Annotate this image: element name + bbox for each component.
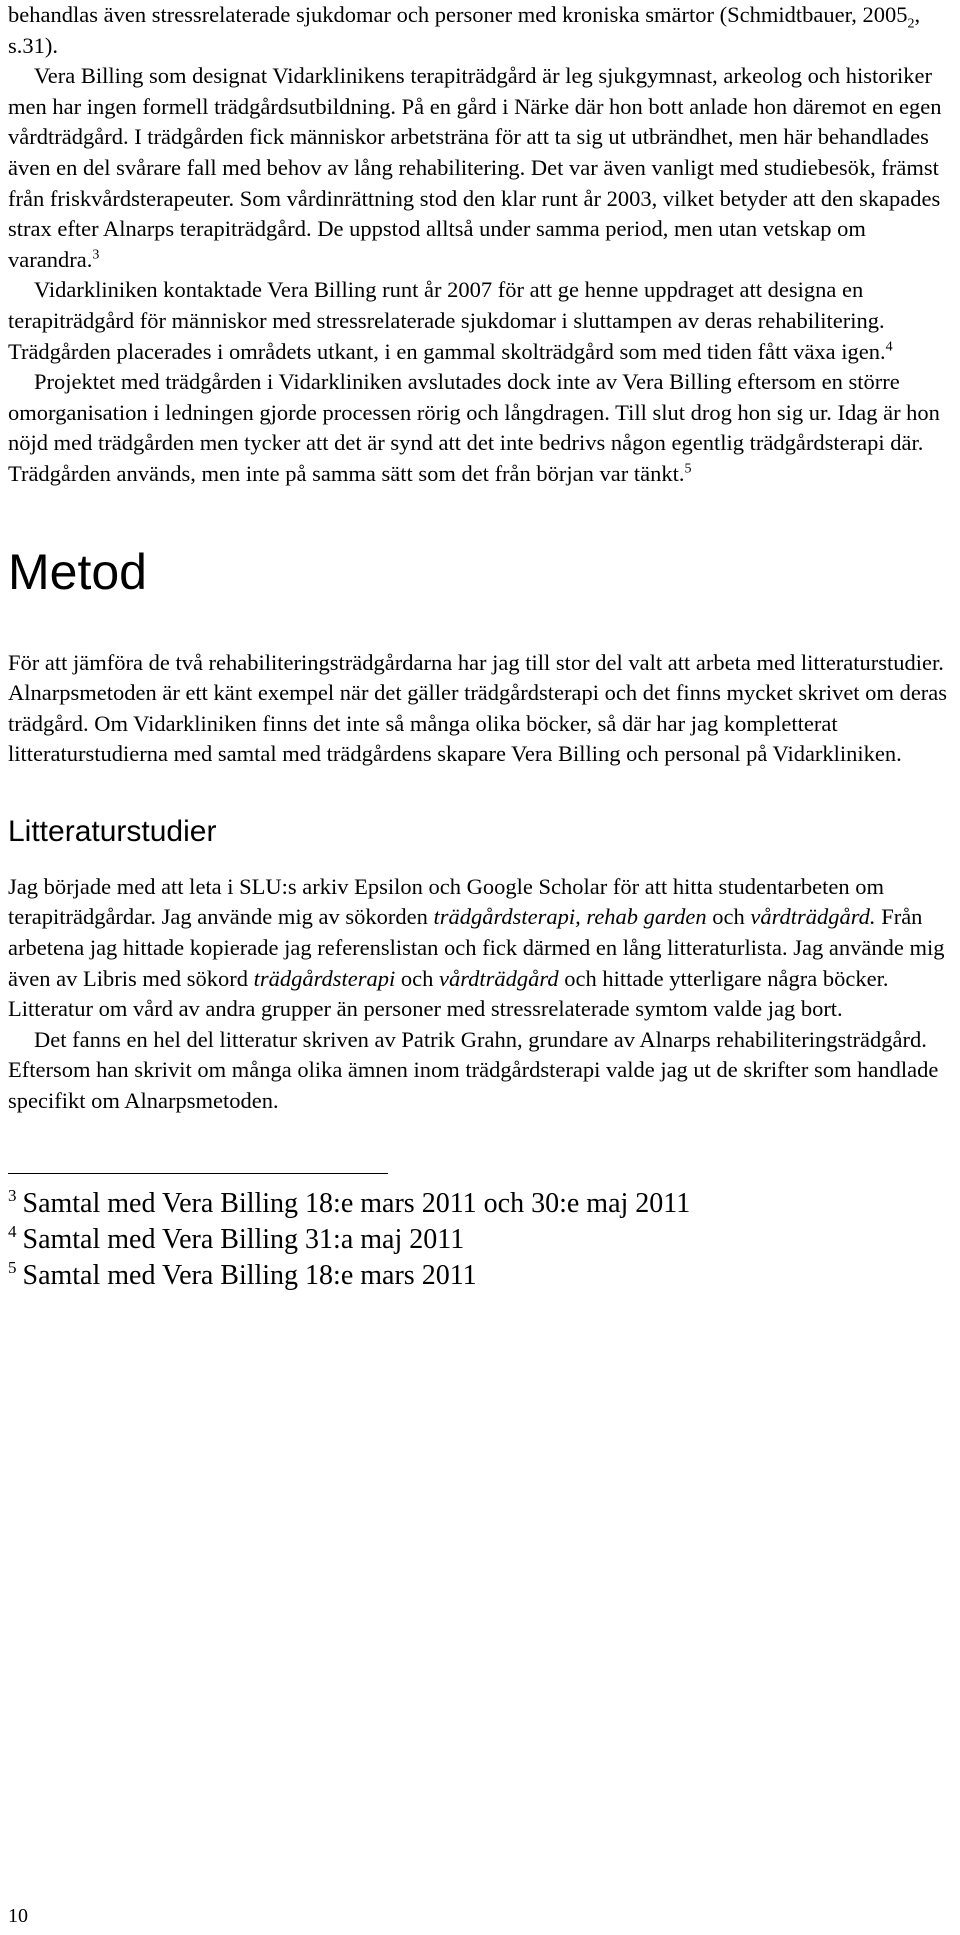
paragraph xyxy=(8,1025,952,1117)
footnote-divider xyxy=(8,1173,388,1174)
footnote-text: Samtal med Vera Billing 31:a maj 2011 xyxy=(22,1223,465,1255)
paragraph xyxy=(8,0,952,61)
page-number: 10 xyxy=(8,1905,28,1927)
paragraph xyxy=(8,872,952,1025)
footnote-reference: 3 xyxy=(92,247,100,263)
text-run: Från arbetena jag hittade kopierade jag referenslistan och fick därmed en lång litteraturlista. Jag använde mig även av Libris med sökord xyxy=(8,904,945,991)
italic-term: vårdträdgård. xyxy=(750,904,876,930)
paragraph xyxy=(8,275,952,367)
text-run: Vera Billing som designat Vidarklinikens terapiträdgård är leg sjukgymnast, arkeolog och historiker men har ingen formell trädgårdsutbildning. På en gård i Närke där hon bott anlade hon däremot en egen vårdträdgård. I trädgården fick människor arbetsträna för att ta sig ut utbrändhet, men här behandlades även en del svårare fall med behov av lång rehabilitering. Det var även vanligt med studiebesök, främst från friskvårdsterapeuter. Som vårdinrättning stod den klar runt år 2003, vilket betyder att den skapades strax efter Alnarps terapiträdgård. De uppstod alltså under samma period, men utan vetskap om varandra. xyxy=(8,63,942,272)
footnotes xyxy=(8,1186,952,1294)
italic-term: vårdträdgård xyxy=(439,965,559,991)
footnote-number: 4 xyxy=(8,1222,17,1242)
italic-term: trädgårdsterapi, rehab garden xyxy=(433,904,707,930)
subscript-text: 2 xyxy=(907,16,915,32)
litteratur-paragraphs xyxy=(8,872,952,1117)
footnote-item xyxy=(8,1186,952,1222)
paragraph xyxy=(8,367,952,489)
footnote-number: 5 xyxy=(8,1258,17,1278)
text-run: För att jämföra de två rehabiliteringsträdgårdarna har jag till stor del valt att arbeta med litteraturstudier. Alnarpsmetoden är ett känt exempel när det gäller trädgårdsterapi och det finns mycket skrivet om deras trädgård. Om Vidarkliniken finns det inte så många olika böcker, så där har jag kompletterat litteraturstudierna med samtal med trädgårdens skapare Vera Billing och personal på Vidarkliniken. xyxy=(8,649,948,767)
footnote-reference: 5 xyxy=(684,461,692,477)
text-run: Jag började med att leta i SLU:s arkiv Epsilon och Google Scholar för att hitta studentarbeten om terapiträdgårdar. Jag använde mig av sökorden xyxy=(8,873,885,930)
text-run: behandlas även stressrelaterade sjukdomar och personer med kroniska smärtor (Schmidtbauer, 2005 xyxy=(8,2,908,27)
text-run: Vidarkliniken kontaktade Vera Billing runt år 2007 för att ge henne uppdraget att designa en terapiträdgård för människor med stressrelaterade sjukdomar i sluttampen av deras rehabilitering. Trädgården placerades i områdets utkant, i en gammal skolträdgård som med tiden fått växa igen. xyxy=(8,277,886,364)
intro-paragraphs xyxy=(8,0,952,490)
text-run: , s.31). xyxy=(8,2,921,58)
text-run: och hittade ytterligare några böcker. Litteratur om vård av andra grupper än personer med stressrelaterade symtom valde jag bort. xyxy=(8,965,889,1022)
footnote-text: Samtal med Vera Billing 18:e mars 2011 och 30:e maj 2011 xyxy=(22,1187,691,1219)
text-run: och xyxy=(395,965,440,991)
footnote-reference: 4 xyxy=(885,339,893,355)
heading-metod: Metod xyxy=(8,543,147,600)
document-page xyxy=(8,0,952,1294)
footnote-item xyxy=(8,1222,952,1258)
text-run: Det fanns en hel del litteratur skriven av Patrik Grahn, grundare av Alnarps rehabiliteringsträdgård. Eftersom han skrivit om många olika ämnen inom trädgårdsterapi valde jag ut de skrifter som handlade specifikt om Alnarpsmetoden. xyxy=(8,1026,939,1114)
text-run: Projektet med trädgården i Vidarkliniken avslutades dock inte av Vera Billing eftersom en större omorganisation i ledningen gjorde processen rörig och långdragen. Till slut drog hon sig ur. Idag är hon nöjd med trädgården men tycker att det är synd att det inte bedrivs någon egentlig trädgårdsterapi där. Trädgården används, men inte på samma sätt som det från början var tänkt. xyxy=(8,369,940,486)
text-run: och xyxy=(706,904,751,930)
heading-litteraturstudier: Litteraturstudier xyxy=(8,814,217,848)
intro-section xyxy=(8,0,952,490)
footnote-number: 3 xyxy=(8,1186,17,1206)
footnote-text: Samtal med Vera Billing 18:e mars 2011 xyxy=(22,1259,477,1291)
paragraph xyxy=(8,648,952,770)
paragraph xyxy=(8,61,952,275)
metod-paragraphs xyxy=(8,648,952,770)
italic-term: trädgårdsterapi xyxy=(253,965,396,991)
footnote-item xyxy=(8,1258,952,1294)
